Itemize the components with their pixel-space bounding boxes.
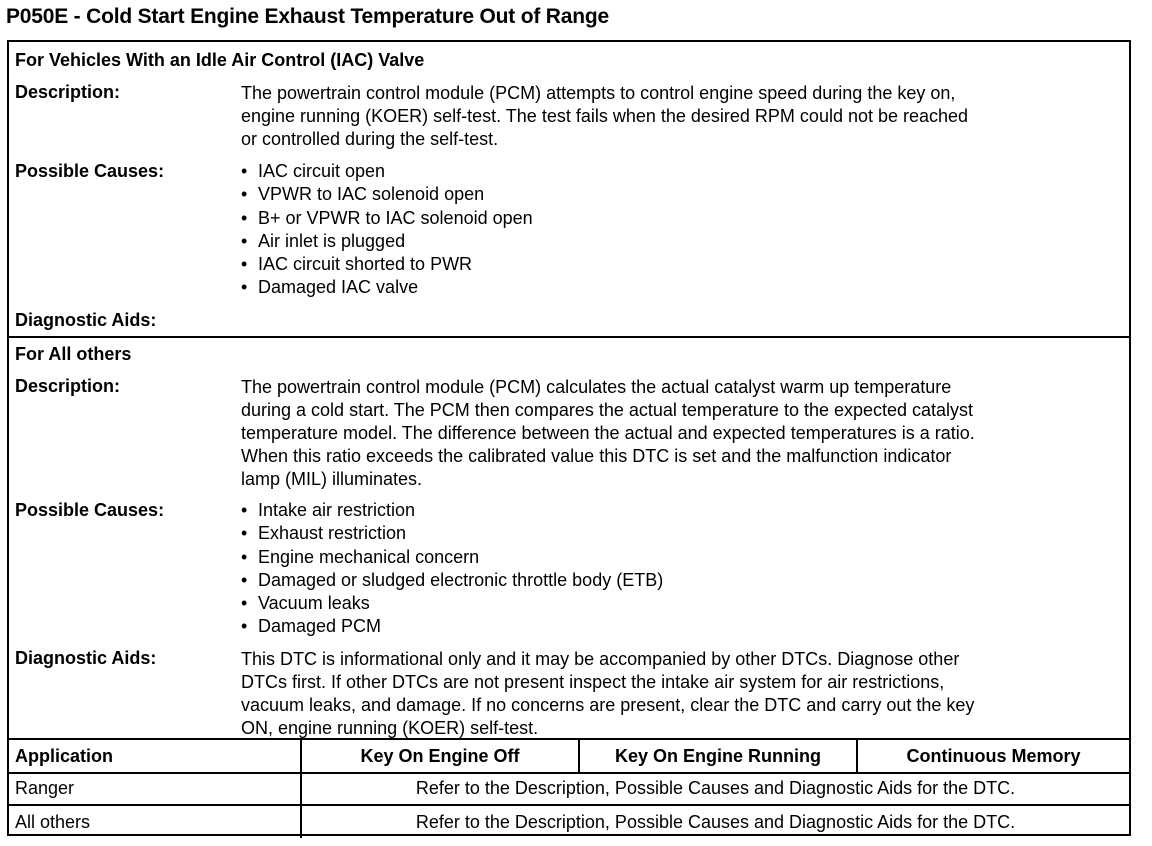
- application-table: [9, 738, 1129, 836]
- cause-item: • IAC circuit shorted to PWR: [241, 253, 533, 276]
- description-label: Description:: [15, 82, 121, 102]
- refer-text-cell: Refer to the Description, Possible Causes and Diagnostic Aids for the DTC.: [415, 811, 1016, 832]
- cause-item: • Exhaust restriction: [241, 522, 663, 545]
- application-cell: Ranger: [9, 772, 302, 804]
- possible-causes-label: Possible Causes:: [15, 500, 165, 520]
- description-text: [241, 376, 1115, 491]
- aids-line: vacuum leaks, and damage. If no concerns are present, clear the DTC and carry out the key: [241, 695, 975, 715]
- section-all-others: [9, 336, 1129, 740]
- cause-item: • Damaged or sludged electronic throttle body (ETB): [241, 569, 663, 592]
- possible-causes-list: [241, 160, 533, 300]
- table-row: [9, 806, 1129, 838]
- description-line: engine running (KOER) self-test. The test fails when the desired RPM could not be reached: [241, 106, 969, 126]
- section-heading: For All others: [15, 344, 132, 364]
- cause-item: • Damaged PCM: [241, 615, 663, 638]
- description-line: The powertrain control module (PCM) calculates the actual catalyst warm up temperature: [241, 377, 952, 397]
- description-line: When this ratio exceeds the calibrated value this DTC is set and the malfunction indicator: [241, 446, 952, 466]
- description-line: during a cold start. The PCM then compares the actual temperature to the expected catalyst: [241, 400, 974, 420]
- cause-item: • VPWR to IAC solenoid open: [241, 183, 533, 206]
- possible-causes-list: [241, 499, 663, 639]
- table-row: [9, 772, 1129, 806]
- header-application: Application: [9, 740, 302, 772]
- dtc-info-table: [7, 40, 1131, 836]
- description-text: [241, 82, 1115, 151]
- diagnostic-aids-label: Diagnostic Aids:: [15, 310, 157, 330]
- header-key-on-engine-off: Key On Engine Off: [302, 740, 580, 772]
- description-line: or controlled during the self-test.: [241, 129, 499, 149]
- section-iac-vehicles: [9, 42, 1129, 336]
- description-label: Description:: [15, 376, 121, 396]
- diagnostic-aids-label: Diagnostic Aids:: [15, 648, 157, 668]
- description-line: temperature model. The difference between the actual and expected temperatures is a ratio.: [241, 423, 975, 443]
- application-cell: All others: [9, 806, 302, 838]
- description-line: lamp (MIL) illuminates.: [241, 469, 423, 489]
- cause-item: • Air inlet is plugged: [241, 230, 533, 253]
- cause-item: • Damaged IAC valve: [241, 276, 533, 299]
- cause-item: • Intake air restriction: [241, 499, 663, 522]
- aids-line: DTCs first. If other DTCs are not present inspect the intake air system for air restrictions,: [241, 672, 945, 692]
- diagnostic-aids-text: [241, 648, 1115, 740]
- section-heading: For Vehicles With an Idle Air Control (IAC) Valve: [15, 50, 425, 70]
- aids-line: ON, engine running (KOER) self-test.: [241, 718, 539, 738]
- cause-item: • Vacuum leaks: [241, 592, 663, 615]
- cause-item: • B+ or VPWR to IAC solenoid open: [241, 207, 533, 230]
- description-line: The powertrain control module (PCM) attempts to control engine speed during the key on,: [241, 83, 956, 103]
- refer-text-cell: Refer to the Description, Possible Causes and Diagnostic Aids for the DTC.: [415, 777, 1016, 798]
- cause-item: • IAC circuit open: [241, 160, 533, 183]
- header-continuous-memory: Continuous Memory: [906, 745, 1081, 766]
- table-header-row: [9, 740, 1129, 774]
- header-key-on-engine-running: Key On Engine Running: [580, 740, 858, 772]
- aids-line: This DTC is informational only and it may be accompanied by other DTCs. Diagnose other: [241, 649, 960, 669]
- cause-item: • Engine mechanical concern: [241, 546, 663, 569]
- page-title: P050E - Cold Start Engine Exhaust Temperature Out of Range: [6, 5, 609, 28]
- possible-causes-label: Possible Causes:: [15, 161, 165, 181]
